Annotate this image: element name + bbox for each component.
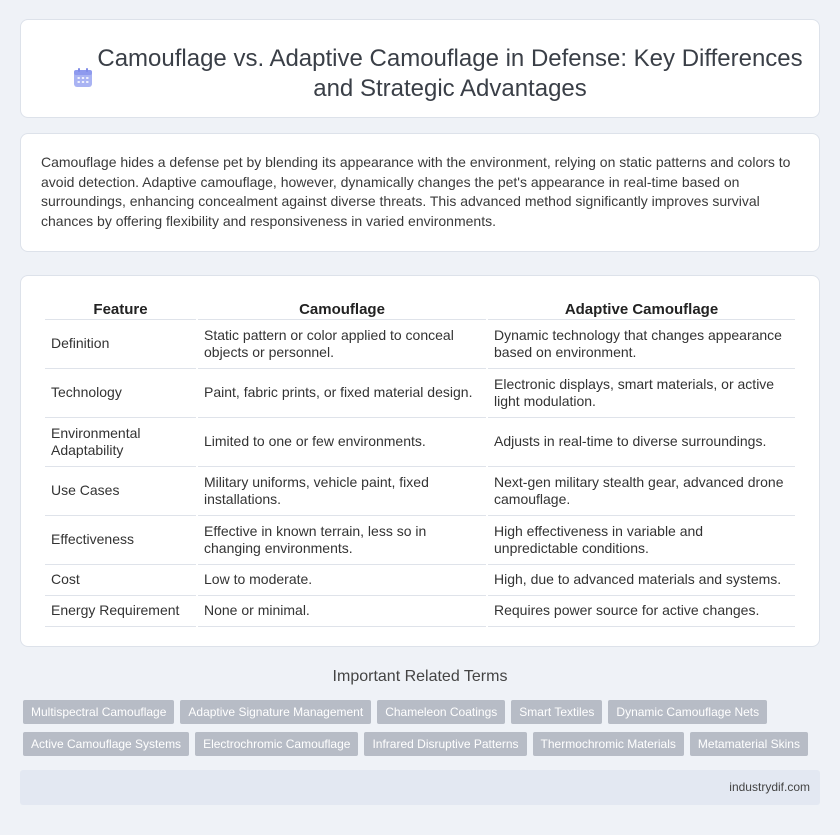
table-cell: Electronic displays, smart materials, or active light modulation. xyxy=(488,369,795,418)
tag-smart-textiles[interactable]: Smart Textiles xyxy=(511,700,602,724)
table-cell: Adjusts in real-time to diverse surroundings. xyxy=(488,418,795,467)
tag-electrochromic-camouflage[interactable]: Electrochromic Camouflage xyxy=(195,732,358,756)
tag-multispectral-camouflage[interactable]: Multispectral Camouflage xyxy=(23,700,174,724)
table-cell: Next-gen military stealth gear, advanced drone camouflage. xyxy=(488,467,795,516)
tag-infrared-disruptive-patterns[interactable]: Infrared Disruptive Patterns xyxy=(364,732,526,756)
table-cell: Paint, fabric prints, or fixed material design. xyxy=(198,369,486,418)
table-row xyxy=(45,596,795,627)
header-camouflage: Camouflage xyxy=(198,296,486,320)
comparison-card xyxy=(20,275,820,647)
table-row xyxy=(45,320,795,369)
table-cell: Effective in known terrain, less so in changing environments. xyxy=(198,516,486,565)
header-feature: Feature xyxy=(45,296,196,320)
table-header-row xyxy=(45,296,795,320)
intro-text: Camouflage hides a defense pet by blending its appearance with the environment, relying on static patterns and colors to avoid detection. Adaptive camouflage, however, dynamically changes the pet's appearance in real-time based on surroundings, enhancing concealment against diverse threats. This advanced method significantly improves survival chances by offering flexibility and responsiveness in varied environments. xyxy=(41,154,791,229)
table-row xyxy=(45,467,795,516)
tag-row xyxy=(23,732,823,756)
table-cell: Environmental Adaptability xyxy=(45,418,196,467)
table-cell: Static pattern or color applied to conceal objects or personnel. xyxy=(198,320,486,369)
intro-card xyxy=(20,133,820,252)
tag-chameleon-coatings[interactable]: Chameleon Coatings xyxy=(377,700,505,724)
related-terms-heading: Important Related Terms xyxy=(332,668,508,685)
table-row xyxy=(45,369,795,418)
table-cell: Technology xyxy=(45,369,196,418)
table-cell: High effectiveness in variable and unpredictable conditions. xyxy=(488,516,795,565)
table-cell: Dynamic technology that changes appearance based on environment. xyxy=(488,320,795,369)
table-cell: Use Cases xyxy=(45,467,196,516)
related-terms-list xyxy=(23,700,823,764)
table-row xyxy=(45,565,795,596)
table-cell: High, due to advanced materials and systems. xyxy=(488,565,795,596)
tag-adaptive-signature-management[interactable]: Adaptive Signature Management xyxy=(180,700,371,724)
tag-row xyxy=(23,700,823,724)
table-cell: Military uniforms, vehicle paint, fixed installations. xyxy=(198,467,486,516)
table-cell: Effectiveness xyxy=(45,516,196,565)
comparison-table xyxy=(43,296,797,627)
table-cell: Limited to one or few environments. xyxy=(198,418,486,467)
tag-metamaterial-skins[interactable]: Metamaterial Skins xyxy=(690,732,808,756)
table-cell: Low to moderate. xyxy=(198,565,486,596)
table-cell: Requires power source for active changes. xyxy=(488,596,795,627)
page-title: Camouflage vs. Adaptive Camouflage in Defense: Key Differences and Strategic Advantages xyxy=(97,45,803,102)
tag-dynamic-camouflage-nets[interactable]: Dynamic Camouflage Nets xyxy=(608,700,767,724)
table-cell: None or minimal. xyxy=(198,596,486,627)
table-cell: Cost xyxy=(45,565,196,596)
table-cell: Energy Requirement xyxy=(45,596,196,627)
table-cell: Definition xyxy=(45,320,196,369)
tag-active-camouflage-systems[interactable]: Active Camouflage Systems xyxy=(23,732,189,756)
header-adaptive-camouflage: Adaptive Camouflage xyxy=(488,296,795,320)
title-card xyxy=(20,19,820,118)
footer xyxy=(20,770,820,805)
tag-thermochromic-materials[interactable]: Thermochromic Materials xyxy=(533,732,684,756)
footer-site-link[interactable]: industrydif.com xyxy=(729,780,810,794)
table-row xyxy=(45,516,795,565)
table-row xyxy=(45,418,795,467)
